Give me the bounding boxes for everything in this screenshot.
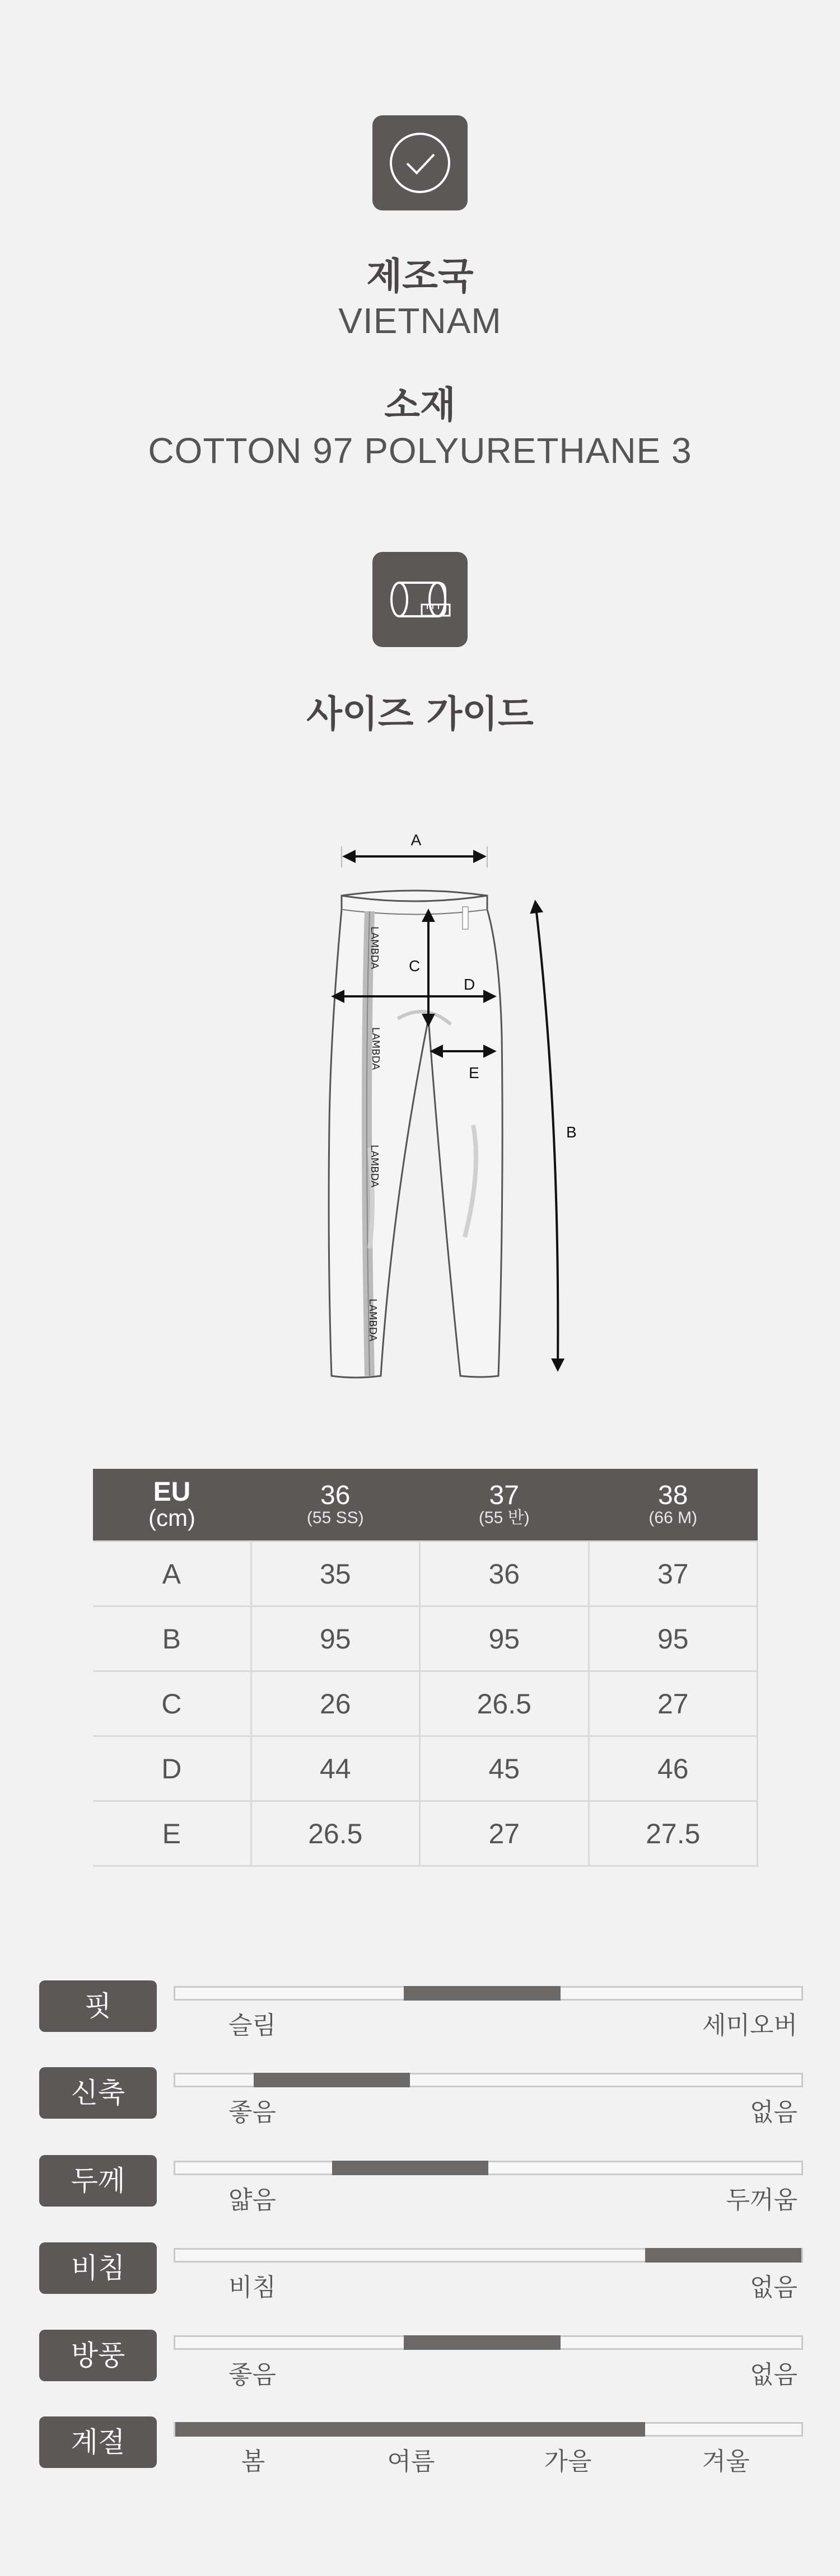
attribute-name: 방풍 <box>39 2330 157 2381</box>
pants-diagram <box>314 812 594 1394</box>
table-cell: D <box>93 1736 251 1801</box>
attribute-right-label: 없음 <box>749 2098 797 2127</box>
table-row <box>93 1801 758 1866</box>
label-a: A <box>410 831 422 849</box>
label-b: B <box>566 1123 577 1141</box>
attribute-scale-fill <box>404 2335 561 2350</box>
attribute-name: 신축 <box>39 2067 157 2119</box>
season-label: 여름 <box>387 2447 435 2476</box>
table-cell: C <box>93 1671 251 1736</box>
table-cell: 46 <box>589 1736 758 1801</box>
tape-measure-icon <box>372 552 468 647</box>
attribute-scale-bar <box>174 2161 803 2175</box>
table-row <box>93 1607 758 1671</box>
attribute-name: 핏 <box>39 1980 157 2032</box>
attribute-scale-bar <box>174 1986 803 2001</box>
table-cell: 26 <box>251 1671 420 1736</box>
table-header-cell: 38 (66 M) <box>589 1469 758 1542</box>
table-cell: 37 <box>589 1542 758 1607</box>
table-header-cell: 36 (55 SS) <box>251 1469 420 1542</box>
table-cell: 95 <box>589 1607 758 1671</box>
attribute-right-label: 없음 <box>749 2360 797 2389</box>
attribute-left-label: 좋음 <box>228 2360 277 2389</box>
season-label: 봄 <box>241 2447 265 2476</box>
attribute-right-label: 없음 <box>749 2273 797 2302</box>
attribute-scale-fill <box>332 2161 489 2175</box>
table-row <box>93 1542 758 1607</box>
attribute-left-label: 슬림 <box>228 2011 277 2040</box>
season-label: 겨울 <box>702 2447 750 2476</box>
season-scale-fill <box>175 2422 645 2437</box>
table-cell: 27.5 <box>589 1801 758 1866</box>
brand-text: LAMBDA <box>368 926 380 969</box>
season-label: 가을 <box>544 2447 592 2476</box>
table-cell: 45 <box>420 1736 589 1801</box>
attribute-right-label: 두꺼움 <box>726 2186 797 2214</box>
material-label: 소재 <box>384 383 456 427</box>
table-header-cell: EU (cm) <box>93 1469 251 1542</box>
label-e: E <box>469 1064 479 1081</box>
attribute-scale-bar <box>174 2335 803 2350</box>
attribute-scale-fill <box>404 1986 561 2001</box>
attribute-scale-bar <box>174 2248 803 2263</box>
attribute-scale-bar <box>174 2073 803 2087</box>
table-cell: A <box>93 1542 251 1607</box>
attribute-scale-fill <box>645 2248 802 2263</box>
attribute-left-label: 좋음 <box>228 2098 277 2127</box>
table-row <box>93 1671 758 1736</box>
size-guide-title: 사이즈 가이드 <box>306 692 534 736</box>
table-row <box>93 1736 758 1801</box>
table-cell: 95 <box>251 1607 420 1671</box>
table-cell: E <box>93 1801 251 1866</box>
attribute-scale-fill <box>254 2073 410 2087</box>
attribute-name: 두께 <box>39 2155 157 2207</box>
attribute-right-label: 세미오버 <box>702 2011 797 2040</box>
table-cell: 95 <box>420 1607 589 1671</box>
origin-label: 제조국 <box>366 255 474 298</box>
table-header-row <box>93 1469 758 1542</box>
table-cell: 27 <box>420 1801 589 1866</box>
season-name: 계절 <box>39 2416 157 2468</box>
table-cell: 26.5 <box>420 1671 589 1736</box>
brand-text: LAMBDA <box>367 1299 379 1342</box>
material-value: COTTON 97 POLYURETHANE 3 <box>148 430 692 471</box>
label-d: D <box>464 976 475 993</box>
label-c: C <box>409 957 421 975</box>
brand-text: LAMBDA <box>370 1027 381 1070</box>
size-table <box>93 1469 758 1867</box>
table-cell: 36 <box>420 1542 589 1607</box>
checkmark-circle-icon <box>372 115 468 210</box>
brand-text: LAMBDA <box>368 1145 380 1188</box>
table-cell: 27 <box>589 1671 758 1736</box>
season-scale-bar <box>174 2422 803 2437</box>
table-header-cell: 37 (55 반) <box>420 1469 589 1542</box>
attribute-name: 비침 <box>39 2242 157 2294</box>
table-cell: 44 <box>251 1736 420 1801</box>
table-cell: B <box>93 1607 251 1671</box>
origin-value: VIETNAM <box>338 301 502 341</box>
attribute-left-label: 비침 <box>228 2273 277 2302</box>
table-cell: 35 <box>251 1542 420 1607</box>
table-cell: 26.5 <box>251 1801 420 1866</box>
attribute-left-label: 얇음 <box>228 2186 277 2214</box>
